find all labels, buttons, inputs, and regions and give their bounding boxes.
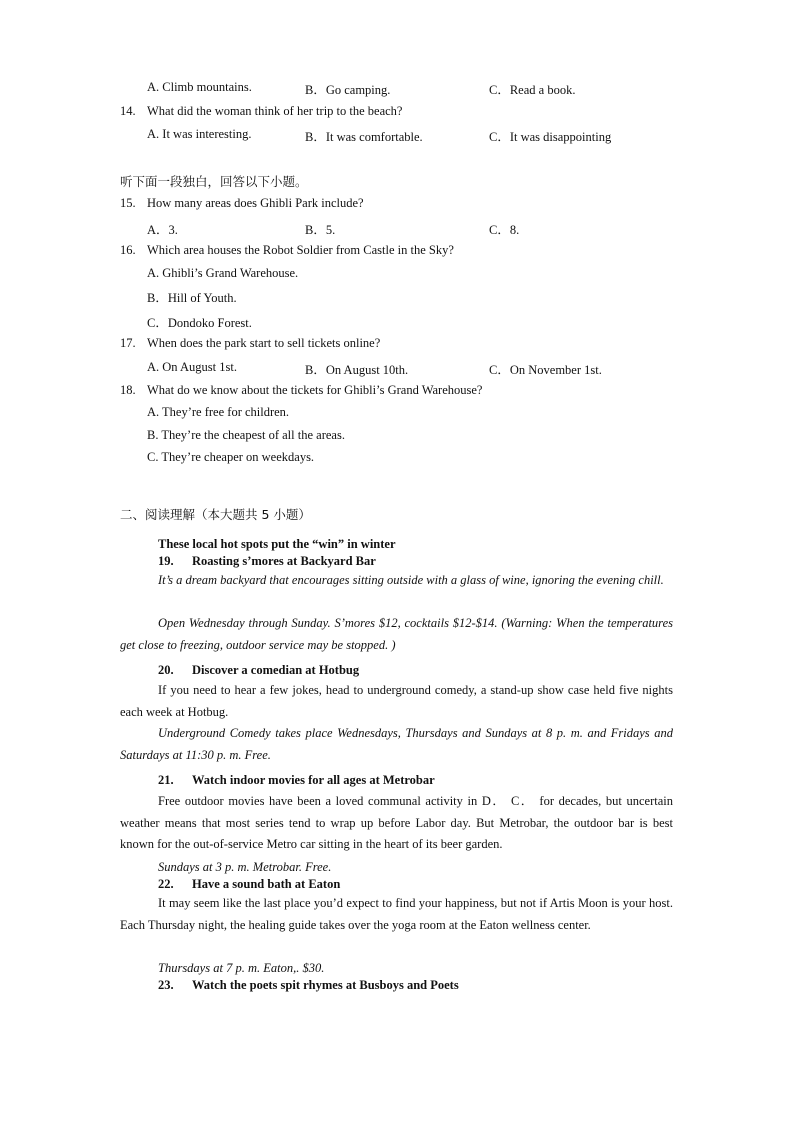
q17-option-b: B．On August 10th.	[305, 363, 409, 377]
item-19-details: Open Wednesday through Sunday. S’mores $12, cocktails $12-$14. (Warning: When the temperatures get close to freezing, outdoor service may be stopped. )	[120, 616, 673, 652]
q18-number: 18.	[120, 383, 136, 397]
passage-title: These local hot spots put the “win” in winter	[158, 537, 396, 551]
q16-question: Which area houses the Robot Soldier from Castle in the Sky?	[147, 243, 454, 257]
q17-option-a: A. On August 1st.	[147, 360, 237, 374]
q16-option-b: B．Hill of Youth.	[147, 291, 237, 305]
q14-option-b: B．It was comfortable.	[305, 130, 423, 144]
q16-option-a: A. Ghibli’s Grand Warehouse.	[147, 266, 299, 280]
q14-number: 14.	[120, 104, 136, 118]
q13-option-a: A. Climb mountains.	[147, 80, 252, 94]
q15-number: 15.	[120, 196, 136, 210]
q18-question: What do we know about the tickets for Ghibli’s Grand Warehouse?	[147, 383, 483, 397]
item-22-heading: Have a sound bath at Eaton	[192, 877, 341, 891]
item-21-heading: Watch indoor movies for all ages at Metrobar	[192, 773, 435, 787]
item-23-number: 23.	[158, 978, 174, 992]
q14-option-a: A. It was interesting.	[147, 127, 252, 141]
q16-number: 16.	[120, 243, 136, 257]
item-22-details: Thursdays at 7 p. m. Eaton,. $30.	[158, 961, 325, 975]
q14-option-c: C．It was disappointing	[489, 130, 612, 144]
q18-option-a: A. They’re free for children.	[147, 405, 290, 419]
q13-option-b: B．Go camping.	[305, 83, 391, 97]
item-19-description: It’s a dream backyard that encourages sitting outside with a glass of wine, ignoring the evening chill.	[158, 573, 664, 587]
item-22-number: 22.	[158, 877, 174, 891]
item-21-details: Sundays at 3 p. m. Metrobar. Free.	[158, 860, 332, 874]
q14-question: What did the woman think of her trip to the beach?	[147, 104, 403, 118]
q17-option-c: C．On November 1st.	[489, 363, 602, 377]
q15-option-c: C．8.	[489, 223, 520, 237]
q13-option-c: C．Read a book.	[489, 83, 576, 97]
item-20-heading: Discover a comedian at Hotbug	[192, 663, 360, 677]
item-20-details: Underground Comedy takes place Wednesdays, Thursdays and Sundays at 8 p. m. and Fridays and Saturdays at 11:30 p. m. Free.	[120, 726, 673, 762]
q17-question: When does the park start to sell tickets online?	[147, 336, 381, 350]
q16-option-c: C．Dondoko Forest.	[147, 316, 252, 330]
item-19-number: 19.	[158, 554, 174, 568]
item-21-number: 21.	[158, 773, 174, 787]
q17-number: 17.	[120, 336, 136, 350]
q15-option-b: B．5.	[305, 223, 336, 237]
section-heading: 二、阅读理解（本大题共 5 小题）	[120, 507, 311, 522]
q18-option-c: C. They’re cheaper on weekdays.	[147, 450, 315, 464]
q15-question: How many areas does Ghibli Park include?	[147, 196, 364, 210]
item-19-heading: Roasting s’mores at Backyard Bar	[192, 554, 376, 568]
item-22-description: It may seem like the last place you’d expect to find your happiness, but not if Artis Moon is your host. Each Thursday night, the healing guide takes over the yoga room at the Eaton wellness center.	[120, 896, 673, 932]
item-20-number: 20.	[158, 663, 174, 677]
q15-option-a: A．3.	[147, 223, 178, 237]
item-21-description: Free outdoor movies have been a loved communal activity in D． C． for decades, but uncertain weather means that most series tend to wrap up before Labor day. But Metrobar, the outdoor bar is best known for the out-of-service Metro car sitting in the heart of its beer garden.	[120, 794, 673, 851]
item-23-heading: Watch the poets spit rhymes at Busboys and Poets	[192, 978, 459, 992]
item-20-description: If you need to hear a few jokes, head to underground comedy, a stand-up show case held five nights each week at Hotbug.	[120, 683, 673, 719]
monologue-instruction: 听下面一段独白，回答以下小题。	[120, 174, 308, 189]
q18-option-b: B. They’re the cheapest of all the areas.	[147, 428, 345, 442]
